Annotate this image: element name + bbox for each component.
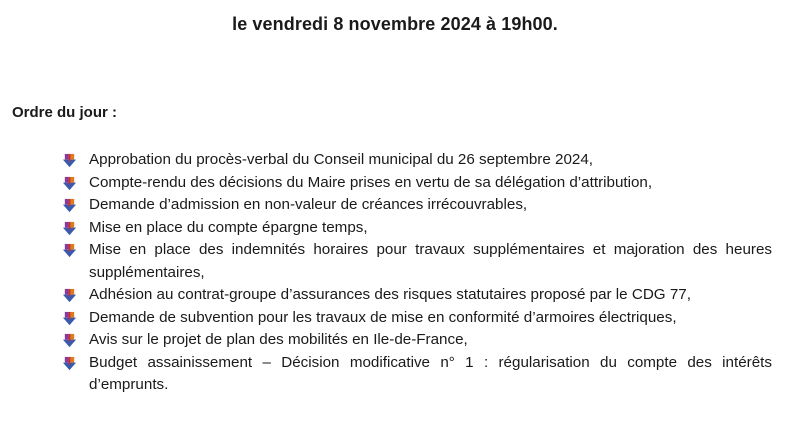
agenda-item-text: Budget assainissement – Décision modificative n° 1 : régularisation du compte des intérêts d’emprunts.	[89, 353, 772, 393]
arrow-down-bullet-icon	[62, 221, 77, 236]
agenda-item	[62, 194, 772, 217]
agenda-title: Ordre du jour :	[12, 104, 117, 121]
arrow-down-bullet-icon	[62, 198, 77, 213]
agenda-item	[62, 284, 772, 307]
arrow-down-bullet-icon	[62, 176, 77, 191]
arrow-down-bullet-icon	[62, 356, 77, 371]
agenda-item	[62, 217, 772, 240]
agenda-item-text: Mise en place du compte épargne temps,	[89, 218, 368, 236]
agenda-item-text: Demande de subvention pour les travaux de mise en conformité d’armoires électriques,	[89, 308, 677, 326]
agenda-list	[62, 149, 772, 397]
meeting-date-heading: le vendredi 8 novembre 2024 à 19h00.	[232, 14, 558, 34]
arrow-down-bullet-icon	[62, 153, 77, 168]
arrow-down-bullet-icon	[62, 288, 77, 303]
arrow-down-bullet-icon	[62, 333, 77, 348]
agenda-item	[62, 329, 772, 352]
arrow-down-bullet-icon	[62, 243, 77, 258]
agenda-item	[62, 172, 772, 195]
agenda-item-text: Approbation du procès-verbal du Conseil municipal du 26 septembre 2024,	[89, 151, 594, 168]
arrow-down-bullet-icon	[62, 311, 77, 326]
agenda-item-text: Compte-rendu des décisions du Maire prises en vertu de sa délégation d’attribution,	[89, 173, 653, 191]
agenda-item-text: Adhésion au contrat-groupe d’assurances des risques statutaires proposé par le CDG 77,	[89, 286, 691, 303]
agenda-item	[62, 307, 772, 330]
agenda-item-text: Mise en place des indemnités horaires pour travaux supplémentaires et majoration des heures supplémentaires,	[89, 241, 772, 281]
agenda-item-text: Avis sur le projet de plan des mobilités en Ile-de-France,	[89, 331, 468, 348]
agenda-item	[62, 239, 772, 284]
agenda-item-text: Demande d’admission en non-valeur de créances irrécouvrables,	[89, 196, 528, 213]
agenda-item	[62, 352, 772, 397]
agenda-item	[62, 149, 772, 172]
